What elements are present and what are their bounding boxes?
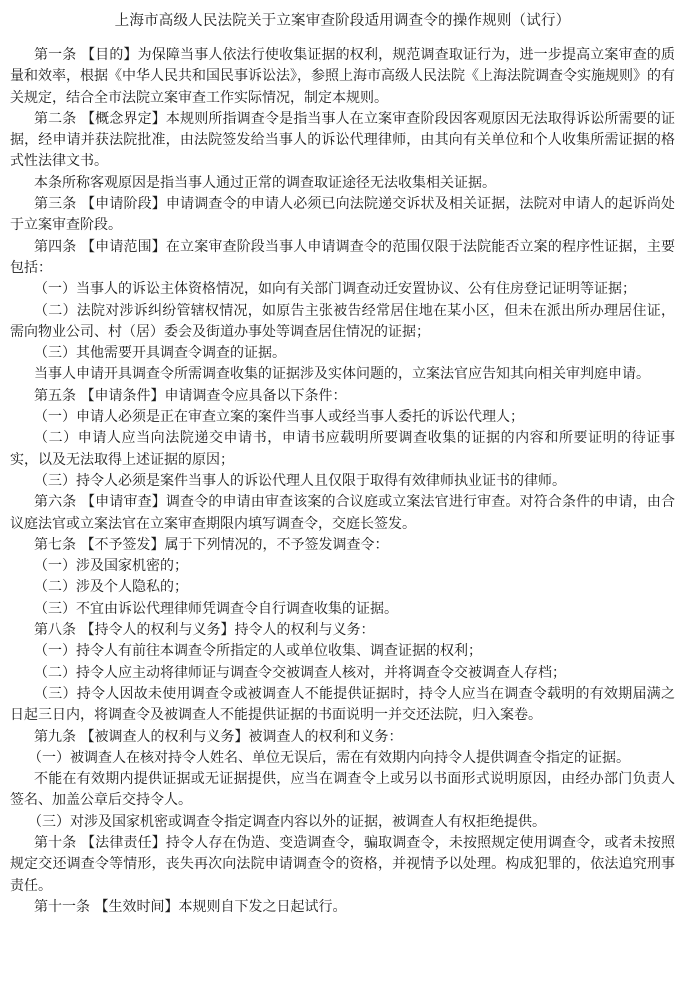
- paragraph-27: 第十条 【法律责任】持令人存在伪造、变造调查令，骗取调查令，未按照规定使用调查令，或者未按照规定交还调查令等情形，丧失再次向法院申请调查令的资格，并视情予以处理。构成犯罪的，依法追究刑事责任。: [10, 834, 675, 894]
- paragraph-20: （一）持令人有前往本调查令所指定的人或单位收集、调查证据的权利；: [34, 643, 482, 660]
- paragraph-6: （一）当事人的诉讼主体资格情况，如向有关部门调查动迁安置协议、公有住房登记证明等证据；: [34, 281, 636, 298]
- paragraph-16: （一）涉及国家机密的；: [34, 558, 188, 575]
- document-body: [10, 45, 675, 918]
- paragraph-1: 第一条 【目的】为保障当事人依法行使收集证据的权利，规范调查取证行为，进一步提高立案审查的质量和效率，根据《中华人民共和国民事诉讼法》，参照上海市高级人民法院《上海法院调查令实施规则》的有关规定，结合全市法院立案审查工作实际情况，制定本规则。: [10, 47, 675, 106]
- paragraph-18: （三）不宜由诉讼代理律师凭调查令自行调查收集的证据。: [34, 600, 398, 617]
- paragraph-8: （三）其他需要开具调查令调查的证据。: [34, 345, 286, 362]
- paragraph-3: 本条所称客观原因是指当事人通过正常的调查取证途径无法收集相关证据。: [34, 174, 496, 191]
- paragraph-17: （二）涉及个人隐私的；: [34, 579, 188, 596]
- paragraph-26: （三）对涉及国家机密或调查令指定调查内容以外的证据，被调查人有权拒绝提供。: [28, 813, 546, 830]
- paragraph-9: 当事人申请开具调查令所需调查收集的证据涉及实体问题的，立案法官应告知其向相关审判庭申请。: [34, 366, 650, 383]
- paragraph-13: （三）持令人必须是案件当事人的诉讼代理人且仅限于取得有效律师执业证书的律师。: [34, 472, 566, 489]
- paragraph-4: 第三条 【申请阶段】申请调查令的申请人必须已向法院递交诉状及相关证据，法院对申请人的起诉尚处于立案审查阶段。: [10, 196, 675, 234]
- paragraph-5: 第四条 【申请范围】在立案审查阶段当事人申请调查令的范围仅限于法院能否立案的程序性证据，主要包括：: [10, 238, 675, 276]
- document-title: 上海市高级人民法院关于立案审查阶段适用调查令的操作规则（试行）: [114, 13, 571, 29]
- paragraph-7: （二）法院对涉诉纠纷管辖权情况，如原告主张被告经常居住地在某小区，但未在派出所办理居住证，需向物业公司、村（居）委会及街道办事处等调查居住情况的证据；: [10, 302, 675, 340]
- paragraph-2: 第二条 【概念界定】本规则所指调查令是指当事人在立案审查阶段因客观原因无法取得诉讼所需要的证据，经申请并获法院批准，由法院签发给当事人的诉讼代理律师，由其向有关单位和个人收集所需证据的格式性法律文书。: [10, 110, 675, 170]
- paragraph-19: 第八条 【持令人的权利与义务】持令人的权利与义务：: [34, 622, 375, 639]
- paragraph-21: （二）持令人应主动将律师证与调查令交被调查人核对，并将调查令交被调查人存档；: [34, 664, 566, 681]
- paragraph-15: 第七条 【不予签发】属于下列情况的，不予签发调查令：: [34, 536, 389, 553]
- paragraph-14: 第六条 【申请审查】调查令的申请由审查该案的合议庭或立案法官进行审查。对符合条件的申请，由合议庭法官或立案法官在立案审查期限内填写调查令，交庭长签发。: [10, 494, 675, 532]
- paragraph-24: （一）被调查人在核对持令人姓名、单位无误后，需在有效期内向持令人提供调查令指定的证据。: [28, 749, 630, 766]
- paragraph-10: 第五条 【申请条件】申请调查令应具备以下条件：: [34, 387, 347, 404]
- paragraph-23: 第九条 【被调查人的权利与义务】被调查人的权利和义务：: [34, 728, 403, 745]
- paragraph-11: （一）申请人必须是正在审查立案的案件当事人或经当事人委托的诉讼代理人；: [34, 409, 524, 426]
- paragraph-22: （三）持令人因故未使用调查令或被调查人不能提供证据时，持令人应当在调查令载明的有效期届满之日起三日内，将调查令及被调查人不能提供证据的书面说明一并交还法院，归入案卷。: [10, 685, 675, 724]
- paragraph-25: 不能在有效期内提供证据或无证据提供，应当在调查令上或另以书面形式说明原因，由经办部门负责人签名、加盖公章后交持令人。: [10, 771, 675, 809]
- paragraph-28: 第十一条 【生效时间】本规则自下发之日起试行。: [34, 898, 347, 915]
- paragraph-12: （二）申请人应当向法院递交申请书，申请书应载明所要调查收集的证据的内容和所要证明的待证事实，以及无法取得上述证据的原因；: [10, 430, 675, 468]
